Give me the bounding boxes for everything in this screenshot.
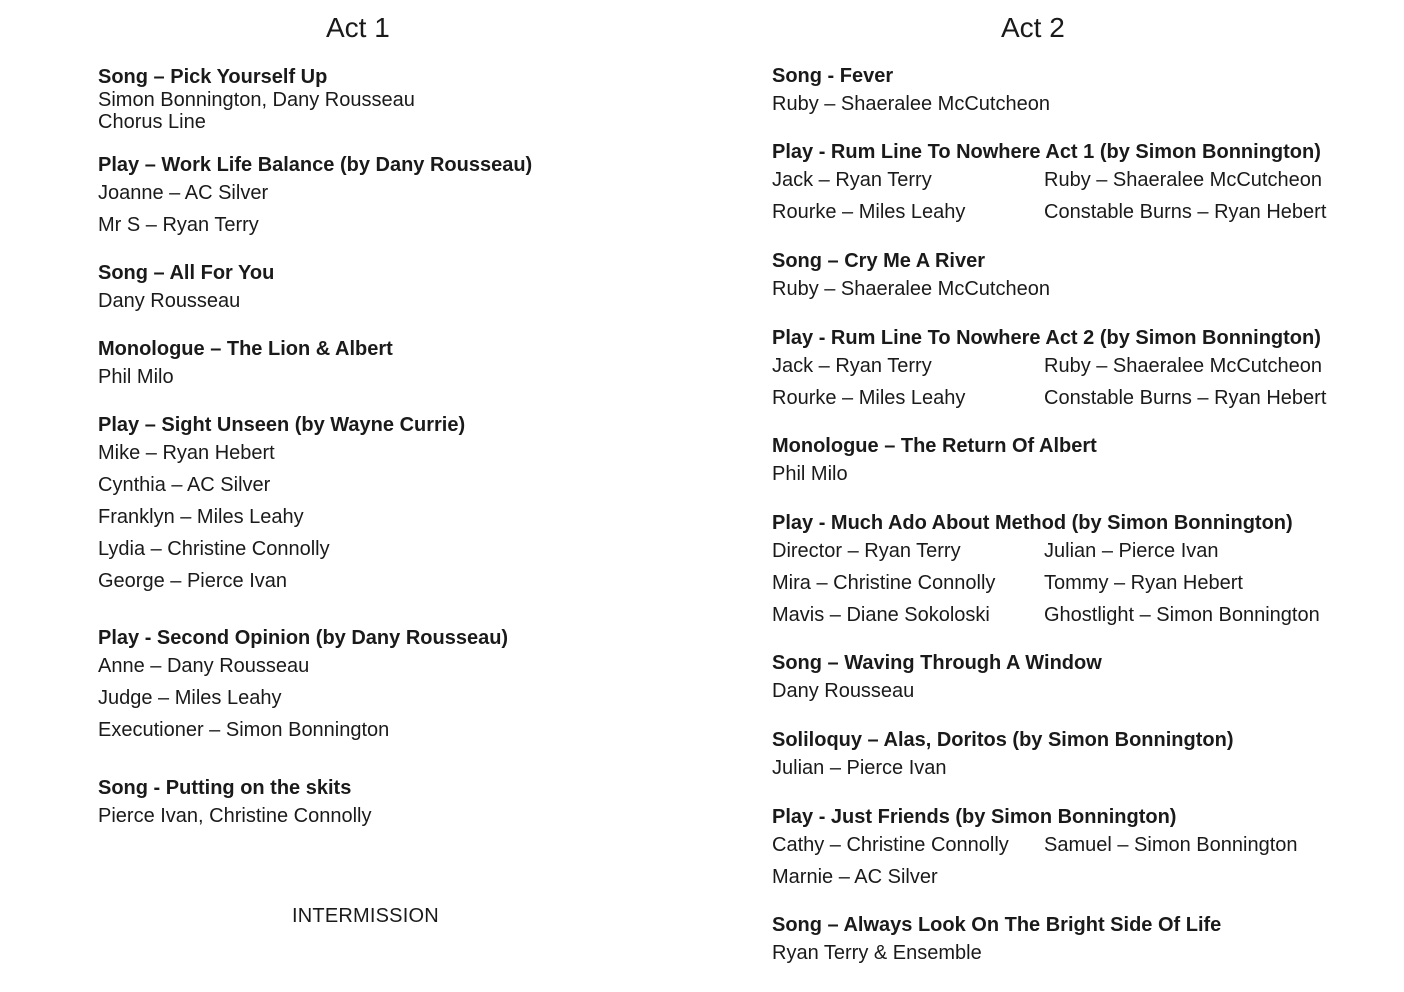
cast-cell: Jack – Ryan Terry [772, 355, 932, 377]
item-line: Chorus Line [98, 111, 206, 133]
item-title: Play - Rum Line To Nowhere Act 1 (by Simon Bonnington) [772, 141, 1321, 163]
item-title: Song – Cry Me A River [772, 250, 986, 272]
act2-item-2 [772, 140, 1326, 228]
cast-cell: Marnie – AC Silver [772, 866, 938, 888]
act2-item-10 [772, 913, 1221, 969]
item-title: Play - Just Friends (by Simon Bonnington) [772, 806, 1177, 828]
act2-item-6 [772, 511, 1320, 631]
cast-cell: Constable Burns – Ryan Hebert [1044, 387, 1327, 409]
act2-item-9 [772, 805, 1298, 893]
item-title: Song - Putting on the skits [98, 777, 352, 799]
item-line: Anne – Dany Rousseau [98, 655, 310, 677]
item-title: Play - Much Ado About Method (by Simon Bonnington) [772, 512, 1293, 534]
item-title: Play – Work Life Balance (by Dany Rousseau) [98, 154, 533, 176]
item-title: Song – Always Look On The Bright Side Of Life [772, 914, 1222, 936]
cast-cell: Ruby – Shaeralee McCutcheon [1044, 355, 1322, 377]
item-title: Soliloquy – Alas, Doritos (by Simon Bonnington) [772, 729, 1234, 751]
cast-grid [772, 829, 1298, 893]
act2-item-7 [772, 651, 1102, 707]
cast-cell: Tommy – Ryan Hebert [1044, 572, 1243, 594]
item-line: Ruby – Shaeralee McCutcheon [772, 93, 1050, 115]
item-title: Play - Second Opinion (by Dany Rousseau) [98, 627, 509, 649]
item-line: Dany Rousseau [98, 290, 241, 312]
cast-cell: Cathy – Christine Connolly [772, 834, 1009, 856]
cast-cell: Jack – Ryan Terry [772, 169, 932, 191]
item-title: Song – Pick Yourself Up [98, 66, 328, 88]
intermission-label: INTERMISSION [292, 905, 439, 927]
item-line: Pierce Ivan, Christine Connolly [98, 805, 372, 827]
act2-item-5 [772, 434, 1097, 490]
item-line: Judge – Miles Leahy [98, 687, 282, 709]
act2-item-4 [772, 326, 1326, 414]
item-title: Play – Sight Unseen (by Wayne Currie) [98, 414, 466, 436]
act2-item-1 [772, 64, 1050, 120]
cast-cell: Mira – Christine Connolly [772, 572, 996, 594]
act1-item-5 [98, 413, 465, 597]
item-line: Phil Milo [772, 463, 848, 485]
act1-item-7 [98, 776, 371, 832]
item-line: Simon Bonnington, Dany Rousseau [98, 89, 415, 111]
act2-item-3 [772, 249, 1050, 305]
act2-item-8 [772, 728, 1233, 784]
act-2-title: Act 2 [1001, 12, 1065, 43]
cast-grid [772, 350, 1326, 414]
item-line: Phil Milo [98, 366, 174, 388]
item-title: Song – All For You [98, 262, 275, 284]
item-line: Franklyn – Miles Leahy [98, 506, 304, 528]
cast-cell: Mavis – Diane Sokoloski [772, 604, 990, 626]
item-line: Julian – Pierce Ivan [772, 757, 947, 779]
item-line: Dany Rousseau [772, 680, 915, 702]
cast-cell [1044, 861, 1298, 893]
cast-grid [772, 535, 1320, 631]
act1-item-4 [98, 337, 393, 393]
item-line: George – Pierce Ivan [98, 570, 287, 592]
cast-cell: Samuel – Simon Bonnington [1044, 834, 1298, 856]
item-title: Monologue – The Return Of Albert [772, 435, 1097, 457]
item-title: Play - Rum Line To Nowhere Act 2 (by Simon Bonnington) [772, 327, 1321, 349]
item-line: Ryan Terry & Ensemble [772, 942, 982, 964]
cast-cell: Director – Ryan Terry [772, 540, 961, 562]
item-title: Song - Fever [772, 65, 894, 87]
item-line: Ruby – Shaeralee McCutcheon [772, 278, 1050, 300]
item-title: Monologue – The Lion & Albert [98, 338, 393, 360]
act1-item-2 [98, 153, 532, 241]
item-line: Lydia – Christine Connolly [98, 538, 330, 560]
act-1-title: Act 1 [326, 12, 390, 43]
cast-cell: Julian – Pierce Ivan [1044, 540, 1219, 562]
item-title: Song – Waving Through A Window [772, 652, 1102, 674]
cast-cell: Ghostlight – Simon Bonnington [1044, 604, 1320, 626]
cast-cell: Ruby – Shaeralee McCutcheon [1044, 169, 1322, 191]
cast-cell: Rourke – Miles Leahy [772, 201, 966, 223]
item-line: Executioner – Simon Bonnington [98, 719, 390, 741]
act1-item-3 [98, 261, 274, 317]
act1-item-6 [98, 626, 508, 746]
cast-cell: Constable Burns – Ryan Hebert [1044, 201, 1327, 223]
act1-item-1 [98, 65, 415, 133]
item-line: Cynthia – AC Silver [98, 474, 271, 496]
item-line: Mr S – Ryan Terry [98, 214, 259, 236]
cast-grid [772, 164, 1326, 228]
cast-cell: Rourke – Miles Leahy [772, 387, 966, 409]
item-line: Mike – Ryan Hebert [98, 442, 275, 464]
item-line: Joanne – AC Silver [98, 182, 269, 204]
